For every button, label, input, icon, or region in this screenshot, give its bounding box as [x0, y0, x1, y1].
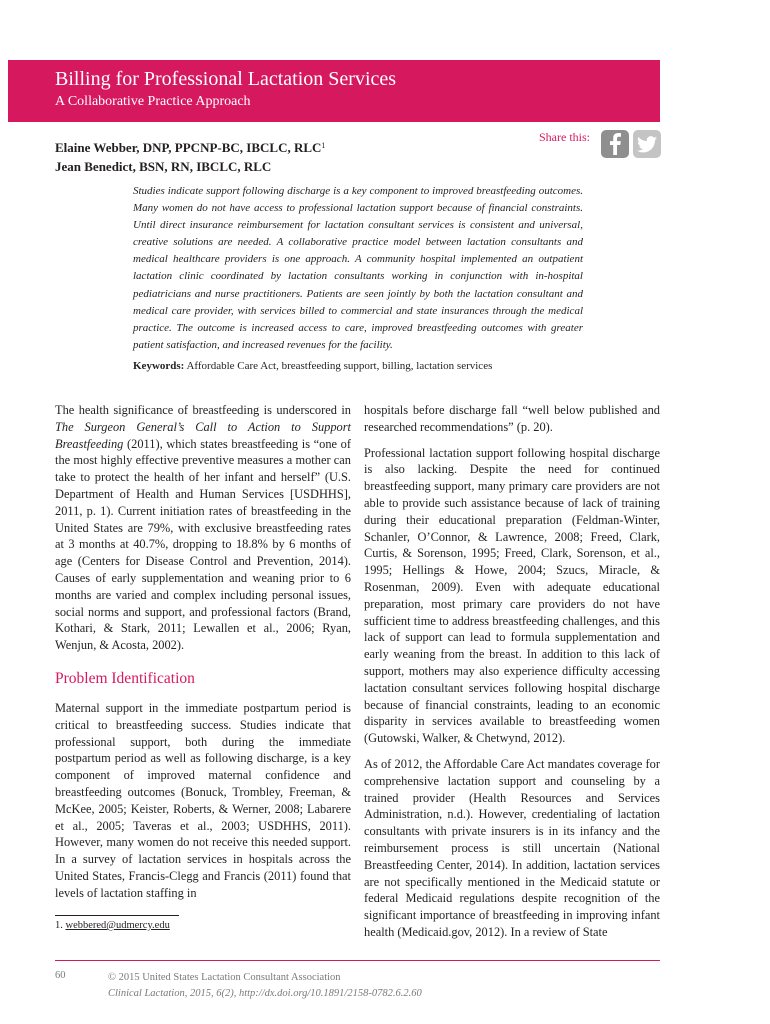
copyright-line: © 2015 United States Lactation Consultant Association [108, 972, 341, 983]
footnote-divider [55, 915, 179, 916]
abstract: Studies indicate support following discharge is a key component to improved breastfeeding outcomes. Many women do not have access to professional lactation support because of financial constraints. Until direct insurance reimbursement for lactation consultant services is consistent and universal, creative solutions are needed. A collaborative practice model between lactation consultants and medical healthcare providers is one approach. A community hospital implemented an outpatient lactation clinic coordinated by lactation consultants working in conjunction with in-hospital pediatricians and nurse practitioners. Patients are seen jointly by both the lactation consultant and medical care provider, with services billed to commercial and state insurances through the medical practice. The outcome is increased access to care, improved breastfeeding outcomes with greater patient satisfaction, and increased revenues for the facility. [133, 185, 583, 351]
author-list [55, 136, 325, 176]
twitter-icon [637, 136, 657, 153]
article-title: Billing for Professional Lactation Services [55, 68, 397, 90]
paragraph-maternal-support: Maternal support in the immediate postpartum period is critical to breastfeeding success. Studies indicate that professional support, both during the immediate postpartum period as well as following discharge, is a key component of improved maternal confidence and breastfeeding outcomes (Bonuck, Trombley, Freeman, & McKee, 2005; Keister, Roberts, & Werner, 2008; Labarere et al., 2005; Taveras et al., 2003; USDHHS, 2011). However, many women do not receive this needed support. In a survey of lactation services in hospitals across the United States, Francis-Clegg and Francis (2011) found that levels of lactation staffing in [55, 700, 351, 900]
footnote-number: 1. [55, 920, 66, 931]
section-heading-problem-identification: Problem Identification [55, 669, 195, 687]
paragraph-intro [55, 402, 351, 654]
paragraph-professional-support: Professional lactation support following hospital discharge is also lacking. Despite the need for continued breastfeeding support, many primary care providers are not able to provide such assistance because of lack of training during their educational preparation (Feldman-Winter, Schanler, O’Connor, & Lawrence, 2008; Freed, Clark, Curtis, & Sorenson, 1995; Freed, Clark, Sorenson, et al., 1995; Hellings & Howe, 2004; Szucs, Miracle, & Rosenman, 2009). Even with adequate educational preparation, most primary care providers do not have sufficient time to address breastfeeding challenges, and this lack of support can lead to formula supplementation and early weaning from the breast. In addition to this lack of support, mothers may also experience difficulty accessing lactation consultant services following hospital discharge because of financial constraints, leading to an economic disparity in services available to breastfeeding women (Gutowski, Walker, & Chetwynd, 2012). [364, 445, 660, 746]
citation-line: Clinical Lactation, 2015, 6(2), http://dx.doi.org/10.1891/2158-0782.6.2.60 [108, 988, 422, 999]
title-banner [8, 60, 660, 122]
footnote-email-link[interactable]: webbered@udmercy.edu [65, 920, 170, 931]
author-1-footnote-mark: 1 [321, 141, 326, 150]
author-2: Jean Benedict, BSN, RN, IBCLC, RLC [55, 159, 272, 174]
keywords-label: Keywords: [133, 360, 185, 372]
article-subtitle: A Collaborative Practice Approach [55, 94, 251, 109]
footer-divider [55, 960, 660, 961]
paragraph-intro-a: The health significance of breastfeeding is underscored in [55, 403, 351, 417]
facebook-share-button[interactable] [601, 130, 629, 158]
paragraph-intro-b: (2011), which states breastfeeding is “one of the most highly effective preventive measures a mother can take to protect the health of her infant and herself” (U.S. Department of Health and Human Services [USDHHS], 2011, p. 1). Current initiation rates of breastfeeding in the United States are 79%, with exclusive breastfeeding rates at 3 months at 40.7%, dropping to 18.8% by 6 months of age (Centers for Disease Control and Prevention, 2014). Causes of early supplementation and weaning prior to 6 months are varied and complex including personal issues, social norms and support, and professional factors (Brand, Kothari, & Stark, 2011; Lewallen et al., 2006; Ryan, Wenjun, & Acosta, 2002). [55, 436, 351, 653]
body-column-left [55, 402, 351, 902]
author-1-name: Elaine Webber, DNP, PPCNP-BC, IBCLC, RLC [55, 140, 322, 155]
paragraph-affordable-care-act: As of 2012, the Affordable Care Act mandates coverage for comprehensive lactation support and counseling by a trained provider (Health Resources and Services Administration, n.d.). However, credentialing of lactation consultants with private insurers is in its infancy and the reimbursement process is still uncertain (National Breastfeeding Center, 2014). In addition, lactation services are not specifically mentioned in the Medicaid statute or federal Medicaid regulations despite recognition of the significant importance of breastfeeding in improving infant health (Medicaid.gov, 2012). In a review of State [364, 756, 660, 939]
page-number: 60 [55, 970, 66, 981]
footer-text [108, 970, 422, 1002]
keywords [133, 360, 593, 372]
paragraph-staffing: hospitals before discharge fall “well below published and researched recommendations” (p. 20). [364, 403, 660, 434]
cited-report-title: The Surgeon General’s Call to Action to Support Breastfeeding [55, 419, 351, 451]
body-column-right [364, 402, 660, 941]
twitter-share-button[interactable] [633, 130, 661, 158]
footnote [55, 920, 170, 931]
facebook-icon [608, 133, 622, 155]
author-1 [55, 136, 325, 157]
share-label: Share this: [539, 130, 590, 144]
keywords-text: Affordable Care Act, breastfeeding support, billing, lactation services [186, 360, 493, 372]
